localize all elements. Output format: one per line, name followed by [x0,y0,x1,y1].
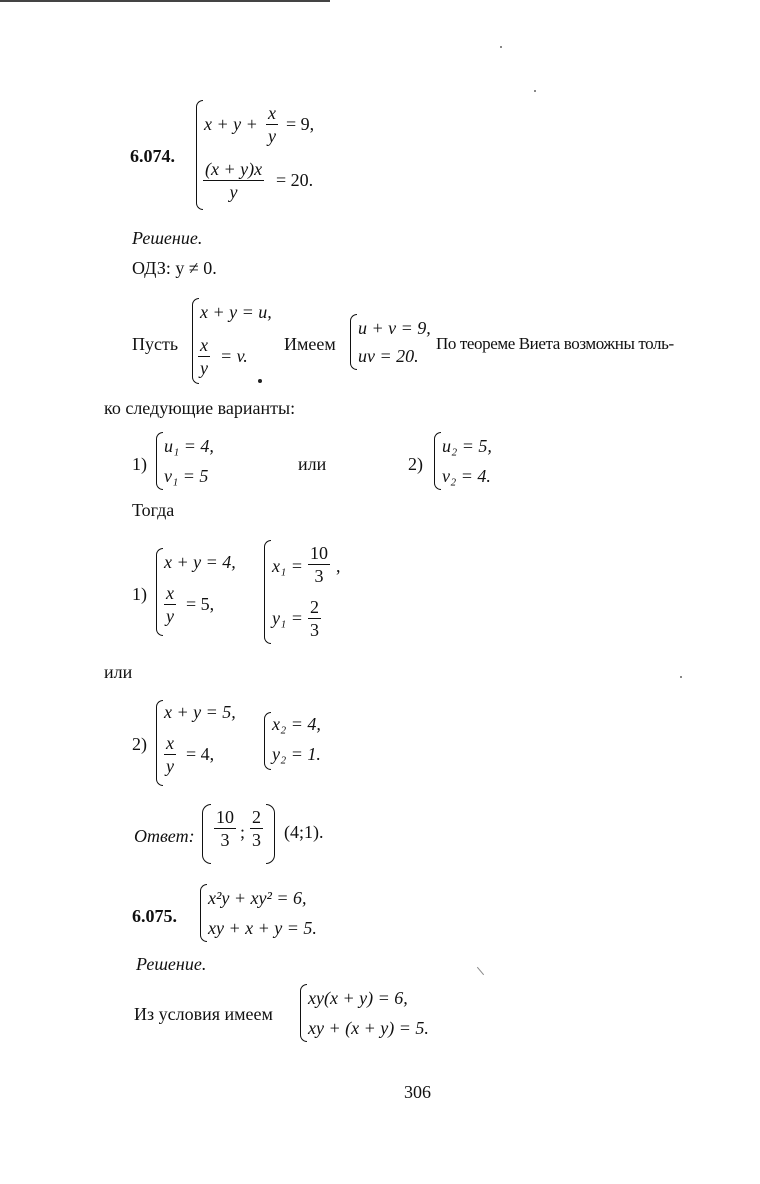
numerator: 10 [216,807,234,827]
equation-text: u + v = 9, [358,318,431,338]
scan-speck [258,379,262,383]
equation-text: u₁ = 4, [164,436,214,456]
scan-speck [500,46,502,48]
separator: ; [240,822,246,842]
system-brace [156,700,163,786]
case-label: 1) [132,454,147,474]
equation-text: x + y = u, [200,302,272,322]
text-line: Тогда [132,500,175,520]
system-brace [156,432,163,490]
numerator: 2 [252,807,261,827]
denominator: y [268,126,276,146]
equation-text: xy + x + y = 5. [208,918,317,938]
equation-text: x²y + xy² = 6, [208,888,307,908]
equation-text: , [336,556,341,576]
scan-speck [534,90,536,92]
equation-text: u₂ = 5, [442,436,492,456]
system-brace [300,984,307,1042]
fraction [198,334,210,379]
equation-text: v₂ = 4. [442,466,491,486]
fraction [308,596,321,641]
solution-label: Решение. [132,228,203,248]
equation-text: xy(x + y) = 6, [308,988,408,1008]
case-label: 2) [408,454,423,474]
system-brace [434,432,441,490]
fraction [250,806,263,851]
denominator: y [166,756,174,776]
scan-edge-line [0,0,330,2]
system-brace [156,548,163,636]
equation-text: x₁ = [272,556,303,576]
equation-text: x₂ = 4, [272,714,321,734]
numerator: x [166,583,174,603]
fraction [266,102,278,147]
equation-text: = v. [220,346,248,366]
numerator: 10 [310,543,328,563]
equation-text: uv = 20. [358,346,419,366]
system-brace [200,884,207,942]
system-brace [350,314,357,370]
problem-number: 6.075. [132,906,177,926]
page-number: 306 [404,1082,431,1102]
equation-text: y₁ = [272,608,303,628]
text-line: ко следующие варианты: [104,398,296,418]
answer-value: (4;1). [284,822,324,842]
equation-text: v₁ = 5 [164,466,209,486]
answer-label: Ответ: [134,826,195,846]
fraction [214,806,236,851]
equation-text: = 4, [186,744,215,764]
system-brace [196,100,203,210]
denominator: 3 [220,830,230,850]
right-paren [266,804,275,864]
equation-text: = 5, [186,594,215,614]
denominator: 3 [310,620,319,640]
case-label: 2) [132,734,147,754]
numerator: x [200,335,208,355]
numerator: (x + y)x [205,159,263,179]
text-line: или [104,662,133,682]
text-line: Из условия имеем [134,1004,273,1024]
problem-number: 6.074. [130,146,175,166]
equation-text: = 9, [286,114,315,134]
equation-text: x + y = 5, [164,702,236,722]
equation-text: x + y + [204,114,258,134]
denominator: y [229,182,238,202]
system-brace [264,712,271,770]
left-paren [202,804,211,864]
text-line: Имеем [284,334,336,354]
fraction [308,542,330,587]
numerator: x [166,733,174,753]
scan-speck [477,967,484,975]
numerator: 2 [310,597,319,617]
equation-text: x + y = 4, [164,552,236,572]
denominator: y [166,606,174,626]
denominator: 3 [252,830,261,850]
fraction [164,582,176,627]
fraction [164,732,176,777]
case-label: 1) [132,584,147,604]
numerator: x [268,103,276,123]
fraction [203,158,264,203]
text-line: Пусть [132,334,179,354]
scan-speck [680,676,682,678]
text-line: или [298,454,327,474]
system-brace [264,540,271,644]
equation-text: xy + (x + y) = 5. [308,1018,429,1038]
equation-text: y₂ = 1. [272,744,321,764]
denominator: y [200,358,208,378]
domain-condition: ОДЗ: y ≠ 0. [132,258,217,278]
solution-label: Решение. [136,954,207,974]
denominator: 3 [314,566,324,586]
equation-text: = 20. [276,170,314,190]
text-line: По теореме Виета возможны толь- [436,334,674,353]
